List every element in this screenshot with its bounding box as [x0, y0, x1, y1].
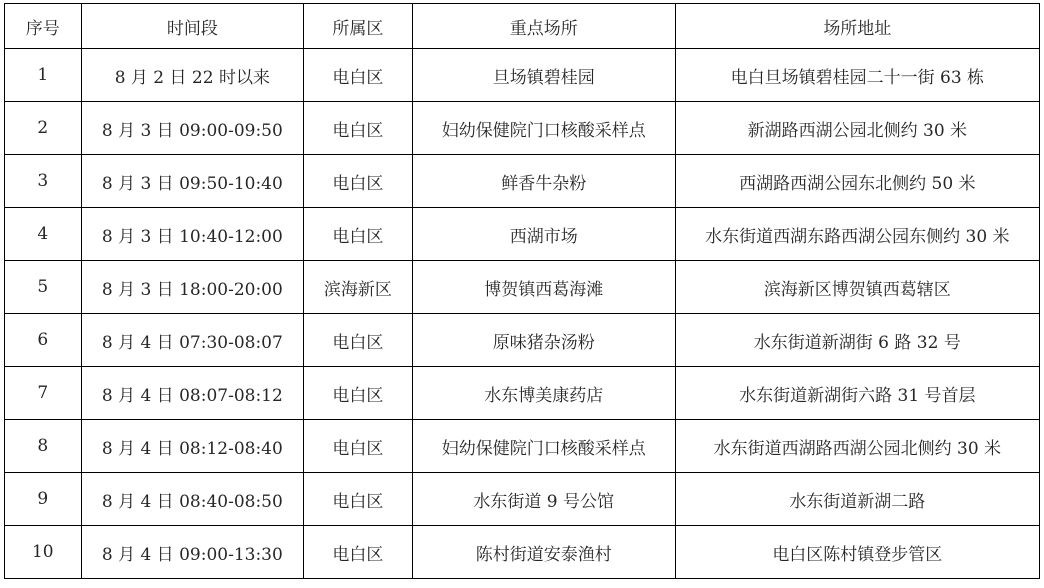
cell-address: 西湖路西湖公园东北侧约 50 米: [675, 155, 1039, 208]
cell-district: 电白区: [304, 420, 413, 473]
column-header-index: 序号: [5, 4, 82, 49]
cell-index: 8: [5, 420, 82, 473]
cell-time: 8 月 3 日 09:50-10:40: [81, 155, 304, 208]
cell-district: 电白区: [304, 49, 413, 102]
cell-district: 电白区: [304, 367, 413, 420]
table-row: [5, 155, 1040, 208]
cell-address: 水东街道西湖东路西湖公园东侧约 30 米: [675, 208, 1039, 261]
cell-index: 7: [5, 367, 82, 420]
cell-venue: 博贺镇西葛海滩: [412, 261, 675, 314]
column-header-address: 场所地址: [675, 4, 1039, 49]
table-row: [5, 420, 1040, 473]
cell-time: 8 月 4 日 07:30-08:07: [81, 314, 304, 367]
cell-time: 8 月 4 日 08:12-08:40: [81, 420, 304, 473]
cell-time: 8 月 4 日 09:00-13:30: [81, 526, 304, 579]
cell-time: 8 月 4 日 08:40-08:50: [81, 473, 304, 526]
cell-address: 滨海新区博贺镇西葛辖区: [675, 261, 1039, 314]
cell-district: 电白区: [304, 473, 413, 526]
cell-venue: 旦场镇碧桂园: [412, 49, 675, 102]
cell-district: 滨海新区: [304, 261, 413, 314]
cell-index: 5: [5, 261, 82, 314]
cell-time: 8 月 3 日 10:40-12:00: [81, 208, 304, 261]
table-row: [5, 208, 1040, 261]
cell-address: 水东街道新湖街 6 路 32 号: [675, 314, 1039, 367]
table-row: [5, 49, 1040, 102]
cell-index: 1: [5, 49, 82, 102]
cell-district: 电白区: [304, 526, 413, 579]
cell-index: 4: [5, 208, 82, 261]
table-row: [5, 261, 1040, 314]
cell-index: 6: [5, 314, 82, 367]
key-venues-table: [4, 3, 1040, 579]
header-row: [5, 4, 1040, 49]
cell-district: 电白区: [304, 314, 413, 367]
table-row: [5, 473, 1040, 526]
cell-venue: 鲜香牛杂粉: [412, 155, 675, 208]
cell-time: 8 月 2 日 22 时以来: [81, 49, 304, 102]
cell-venue: 西湖市场: [412, 208, 675, 261]
cell-district: 电白区: [304, 155, 413, 208]
cell-venue: 水东博美康药店: [412, 367, 675, 420]
cell-address: 水东街道新湖二路: [675, 473, 1039, 526]
cell-district: 电白区: [304, 102, 413, 155]
column-header-time: 时间段: [81, 4, 304, 49]
cell-venue: 原味猪杂汤粉: [412, 314, 675, 367]
cell-time: 8 月 3 日 18:00-20:00: [81, 261, 304, 314]
column-header-district: 所属区: [304, 4, 413, 49]
cell-venue: 陈村街道安泰渔村: [412, 526, 675, 579]
table-row: [5, 526, 1040, 579]
cell-venue: 妇幼保健院门口核酸采样点: [412, 420, 675, 473]
cell-address: 水东街道新湖街六路 31 号首层: [675, 367, 1039, 420]
table-row: [5, 314, 1040, 367]
cell-time: 8 月 4 日 08:07-08:12: [81, 367, 304, 420]
cell-address: 水东街道西湖路西湖公园北侧约 30 米: [675, 420, 1039, 473]
cell-address: 电白旦场镇碧桂园二十一街 63 栋: [675, 49, 1039, 102]
column-header-venue: 重点场所: [412, 4, 675, 49]
cell-time: 8 月 3 日 09:00-09:50: [81, 102, 304, 155]
cell-index: 3: [5, 155, 82, 208]
cell-district: 电白区: [304, 208, 413, 261]
cell-address: 电白区陈村镇登步管区: [675, 526, 1039, 579]
table-header: [5, 4, 1040, 49]
cell-index: 2: [5, 102, 82, 155]
cell-index: 10: [5, 526, 82, 579]
cell-venue: 妇幼保健院门口核酸采样点: [412, 102, 675, 155]
cell-venue: 水东街道 9 号公馆: [412, 473, 675, 526]
table-row: [5, 367, 1040, 420]
cell-index: 9: [5, 473, 82, 526]
table-row: [5, 102, 1040, 155]
cell-address: 新湖路西湖公园北侧约 30 米: [675, 102, 1039, 155]
table-body: [5, 49, 1040, 579]
